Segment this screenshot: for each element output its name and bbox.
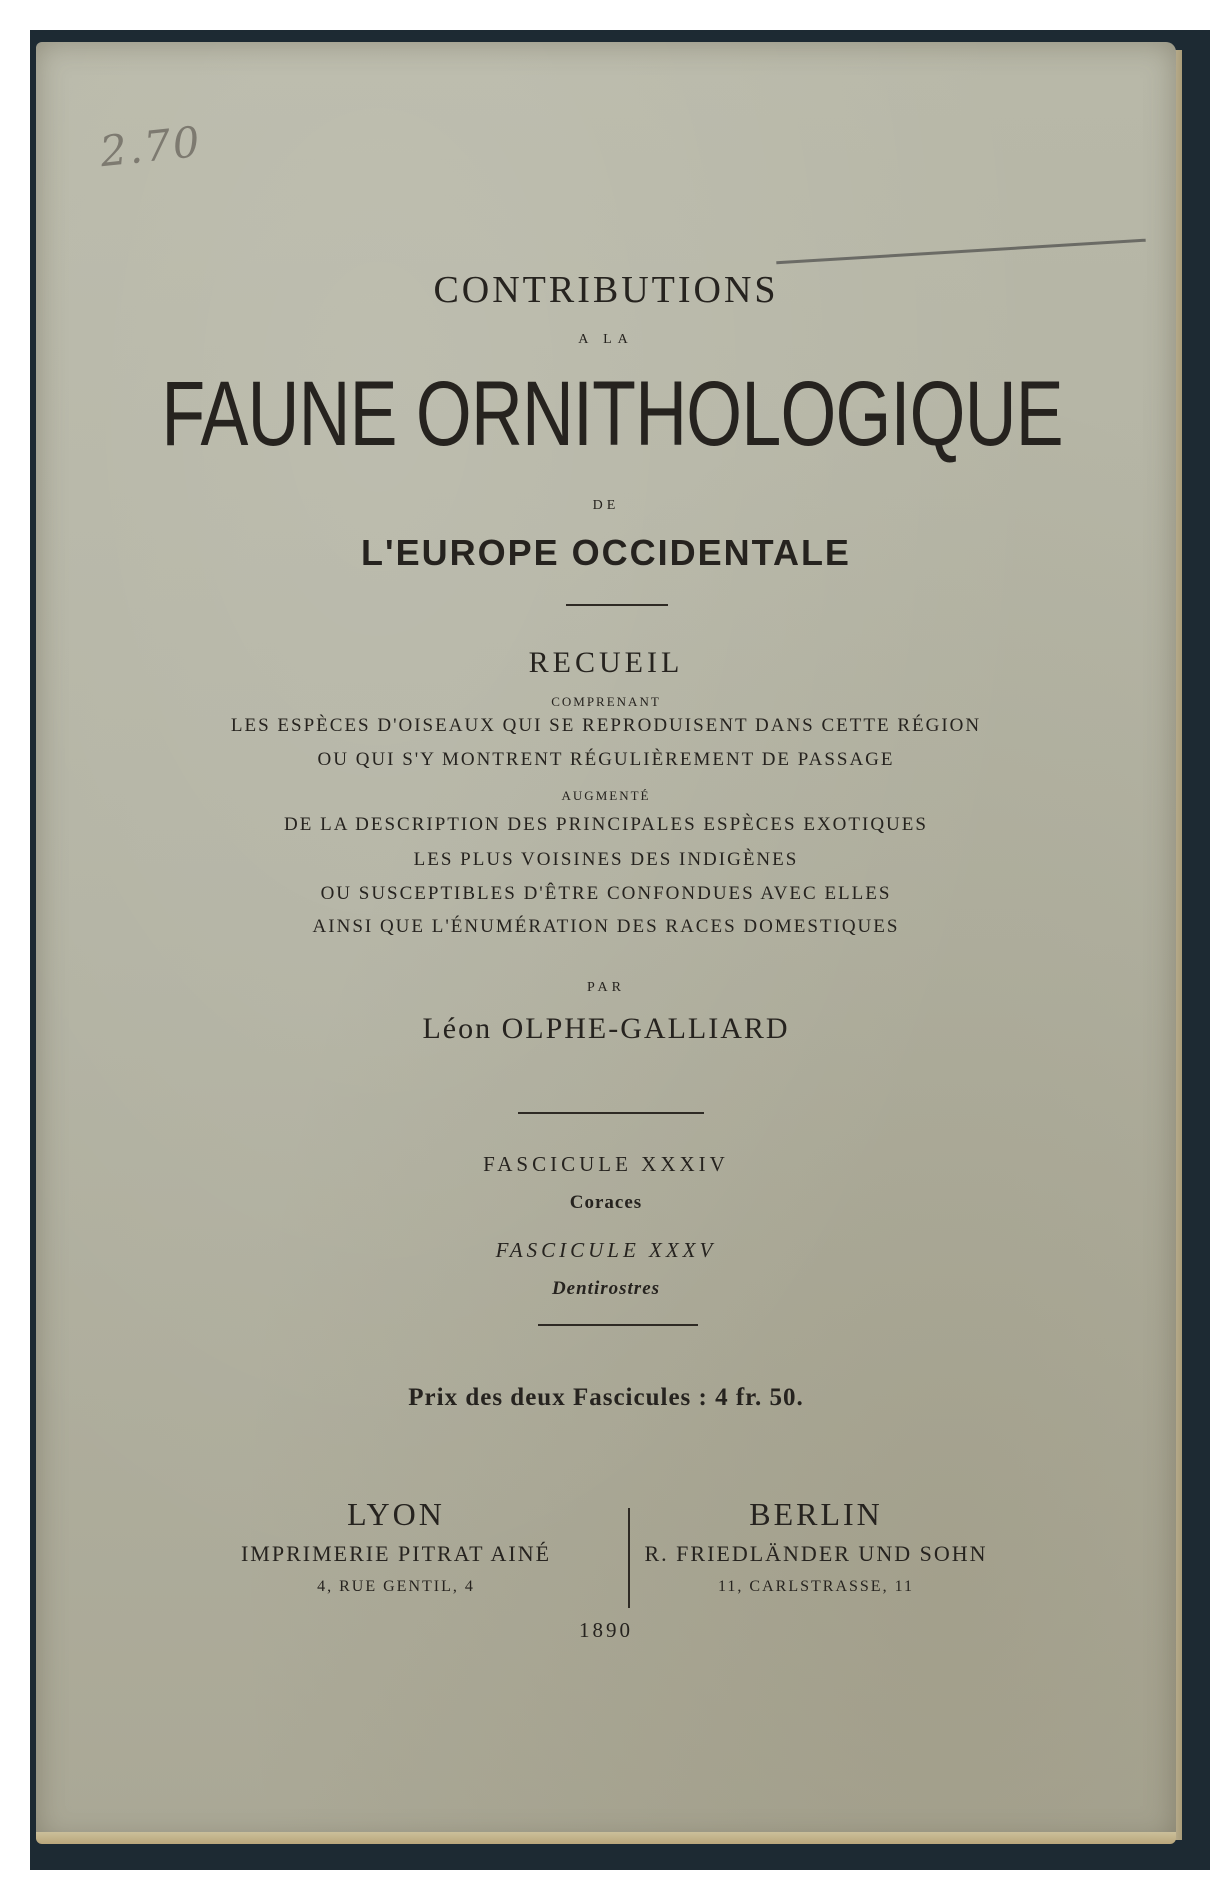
description-line: DE LA DESCRIPTION DES PRINCIPALES ESPÈCES EXOTIQUES (284, 814, 928, 835)
fascicule-subject: Dentirostres (551, 1278, 661, 1299)
description-line: OU QUI S'Y MONTRENT RÉGULIÈREMENT DE PASSAGE (317, 749, 895, 770)
author-name: Léon OLPHE-GALLIARD (422, 1012, 790, 1045)
publisher-city: BERLIN (749, 1496, 883, 1532)
publisher-berlin (606, 1492, 1026, 1602)
description-line: LES PLUS VOISINES DES INDIGÈNES (413, 849, 799, 870)
pencil-mark (776, 239, 1145, 265)
divider-rule (518, 1112, 704, 1114)
comprenant-label: COMPRENANT (551, 694, 661, 709)
title-a-la: A LA (578, 332, 634, 347)
handwritten-shelfmark: 2.70 (97, 116, 204, 177)
publication-year: 1890 (579, 1618, 633, 1642)
title-region: L'EUROPE OCCIDENTALE (361, 532, 851, 573)
description-line: OU SUSCEPTIBLES D'ÊTRE CONFONDUES AVEC ELLES (320, 883, 892, 904)
title-de: DE (592, 498, 620, 513)
publisher-address: 4, RUE GENTIL, 4 (317, 1578, 475, 1595)
recueil-heading: RECUEIL (528, 646, 684, 679)
divider-rule (566, 604, 668, 606)
book-cover (36, 42, 1176, 1842)
title-contributions: CONTRIBUTIONS (433, 269, 779, 311)
price-line: Prix des deux Fascicules : 4 fr. 50. (408, 1384, 804, 1411)
par-label: PAR (587, 980, 625, 995)
publisher-city: LYON (347, 1496, 445, 1532)
main-title: FAUNE ORNITHOLOGIQUE (161, 363, 1063, 465)
augmente-label: AUGMENTÉ (561, 788, 651, 803)
description-line: AINSI QUE L'ÉNUMÉRATION DES RACES DOMESTIQUES (312, 916, 900, 937)
description-line: LES ESPÈCES D'OISEAUX QUI SE REPRODUISENT DANS CETTE RÉGION (230, 715, 982, 736)
publisher-name: R. FRIEDLÄNDER UND SOHN (644, 1541, 988, 1566)
divider-rule (538, 1324, 698, 1326)
cover-page-edges-bottom (36, 1832, 1176, 1844)
publisher-lyon (186, 1492, 606, 1602)
fascicule-subject: Coraces (569, 1192, 643, 1213)
fascicule-number: FASCICULE XXXV (495, 1238, 717, 1262)
publisher-address: 11, CARLSTRASSE, 11 (718, 1578, 914, 1595)
publisher-name: IMPRIMERIE PITRAT AINÉ (240, 1541, 552, 1566)
fascicule-number: FASCICULE XXXIV (483, 1152, 729, 1176)
